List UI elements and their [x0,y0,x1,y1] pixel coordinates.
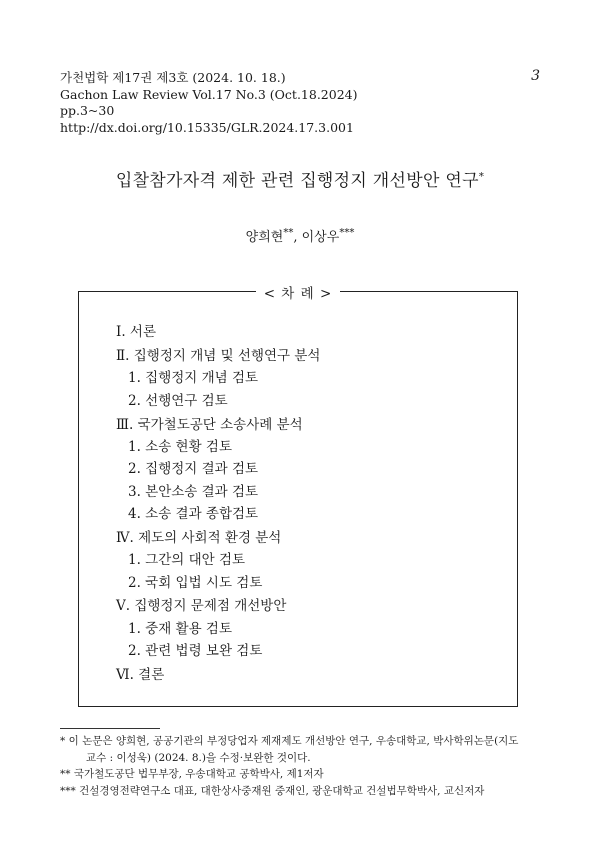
title-text: 입찰참가자격 제한 관련 집행정지 개선방안 연구 [115,171,479,191]
footnote-2: ** 국가철도공단 법무부장, 우송대학교 공학박사, 제1저자 [60,768,324,780]
paper-title [0,166,600,191]
toc-section-2: Ⅱ. 집행정지 개념 및 선행연구 분석 [116,348,321,364]
footnote-3: *** 건설경영전략연구소 대표, 대한상사중재원 중재인, 광운대학교 건설법무학박사, 교신저자 [60,784,485,797]
author-line [0,226,600,245]
toc-subsection-3-4: 4. 소송 결과 종합검토 [128,506,259,523]
toc-subsection-3-3: 3. 본안소송 결과 검토 [128,483,259,500]
footnote-divider [60,728,160,729]
journal-korean: 가천법학 제17권 제3호 (2024. 10. 18.) [60,70,286,85]
toc-heading: < 차 례 > [256,282,340,302]
toc-section-4: Ⅳ. 제도의 사회적 환경 분석 [116,529,282,546]
toc-subsection-5-1: 1. 중재 활용 검토 [128,620,232,637]
footnote-1-line-1: * 이 논문은 양희현, 공공기관의 부정당업자 제재제도 개선방안 연구, 우송대학교, 박사학위논문(지도 [60,735,519,747]
toc-section-3: Ⅲ. 국가철도공단 소송사례 분석 [116,416,303,433]
author-2-name: 이상우 [301,230,340,245]
toc-subsection-3-2: 2. 집행정지 결과 검토 [128,461,259,478]
footnotes [60,733,540,799]
toc-subsection-5-2: 2. 관련 법령 보완 검토 [128,643,263,660]
author-1-name: 양희현 [245,230,284,245]
toc-subsection-4-1: 1. 그간의 대안 검토 [128,552,246,569]
toc-subsection-2-1: 1. 집행정지 개념 검토 [128,370,259,387]
author-2-footnote-mark[interactable]: *** [339,227,355,239]
toc-section-1: Ⅰ. 서론 [116,324,156,341]
toc-list [116,320,320,686]
author-1-footnote-mark[interactable]: ** [283,227,294,239]
journal-english: Gachon Law Review Vol.17 No.3 (Oct.18.2024) [60,86,358,102]
toc-subsection-3-1: 1. 소송 현황 검토 [128,438,232,455]
footnote-1-line-2: 교수 : 이성욱) (2024. 8.)을 수정·보완한 것이다. [86,751,311,764]
doi-link[interactable]: http://dx.doi.org/10.15335/GLR.2024.17.3.001 [60,119,354,135]
title-footnote-mark[interactable]: * [478,171,485,183]
toc-subsection-4-2: 2. 국회 입법 시도 검토 [128,574,263,591]
author-separator: , [293,230,302,245]
toc-section-6: Ⅵ. 결론 [116,666,165,683]
page-number: 3 [531,68,540,84]
journal-header [60,70,358,136]
toc-subsection-2-2: 2. 선행연구 검토 [128,392,228,409]
page-range: pp.3~30 [60,103,115,118]
toc-section-5: Ⅴ. 집행정지 문제점 개선방안 [116,598,287,615]
